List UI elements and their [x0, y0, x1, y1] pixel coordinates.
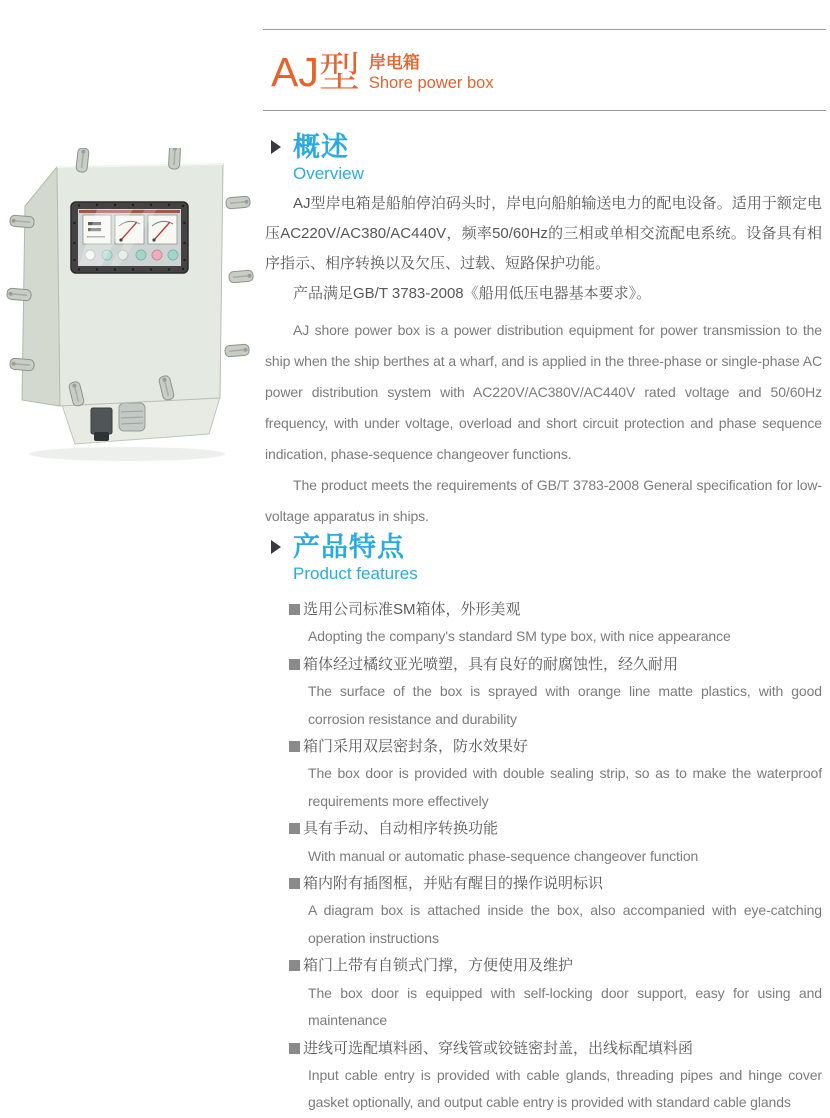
- feature-text-en: A diagram box is attached inside the box, also accompanied with eye-catching operation instructions: [308, 902, 822, 946]
- square-bullet-icon: [289, 878, 300, 889]
- feature-title-cn: [265, 870, 822, 897]
- square-bullet-icon: [289, 659, 300, 670]
- product-photo: [5, 148, 255, 468]
- features-section: [265, 531, 822, 1117]
- feature-text-en: Input cable entry is provided with cable glands, threading pipes and hinge cover gasket optionally, and output cable entry is provided with standard cable glands: [308, 1066, 822, 1111]
- feature-item: [265, 733, 822, 815]
- feature-text-en: Adopting the company's standard SM type box, with nice appearance: [308, 628, 731, 645]
- feature-list: [265, 596, 822, 1117]
- feature-title-cn: [265, 651, 822, 678]
- feature-title-cn-text: 选用公司标准SM箱体，外形美观: [303, 601, 521, 618]
- feature-item: [265, 815, 822, 870]
- feature-item: [265, 870, 822, 952]
- overview-paragraph-en: AJ shore power box is a power distribution equipment for power transmission to the ship when the ship berthes at a wharf, and is applied in the three-phase or single-phase AC power distribution system with AC220V/AC380V/AC440V rated voltage and 50/60Hz frequency, with under voltage, overload and short circuit protection and phase sequence indication, phase-sequence changeover functions.: [265, 322, 822, 462]
- feature-title-cn: [265, 952, 822, 979]
- feature-item: [265, 952, 822, 1034]
- square-bullet-icon: [289, 1043, 300, 1054]
- meter-window: [71, 202, 188, 273]
- feature-title-cn: [265, 815, 822, 842]
- feature-text-en: With manual or automatic phase-sequence changeover function: [308, 847, 699, 864]
- feature-title-cn-text: 箱内附有插图框，并贴有醒目的操作说明标识: [303, 875, 604, 893]
- square-bullet-icon: [289, 604, 300, 615]
- features-title-en: Product features: [293, 564, 418, 583]
- feature-item: [265, 1035, 822, 1117]
- overview-title-en: Overview: [293, 164, 364, 183]
- product-name-en: Shore power box: [368, 74, 494, 92]
- features-title-cn: 产品特点: [293, 532, 405, 562]
- feature-title-cn-text: 箱门上带有自锁式门撑，方便使用及维护: [303, 957, 574, 975]
- page-title: [271, 50, 494, 94]
- features-heading: [265, 531, 822, 585]
- feature-title-cn: [265, 1035, 822, 1062]
- photo-shadow: [29, 447, 225, 461]
- product-model: AJ型: [271, 49, 360, 95]
- feature-title-cn: [265, 733, 822, 760]
- feature-item: [265, 596, 822, 651]
- feature-title-cn-text: 进线可选配填料函、穿线管或铰链密封盖，出线标配填料函: [303, 1039, 694, 1057]
- feature-text-en: The box door is provided with double sealing strip, so as to make the waterproof requirements more effectively: [308, 765, 822, 809]
- feature-title-cn-text: 箱体经过橘纹亚光喷塑，具有良好的耐腐蚀性，经久耐用: [303, 655, 679, 673]
- square-bullet-icon: [289, 960, 300, 971]
- feature-title-cn: [265, 596, 822, 623]
- feature-text-en: The box door is equipped with self-locking door support, easy for using and maintenance: [308, 984, 822, 1029]
- overview-paragraph-cn: AJ型岸电箱是船舶停泊码头时，岸电向船舶输送电力的配电设备。适用于额定电压AC220V/AC380/AC440V，频率50/60Hz的三相或单相交流配电系统。设备具有相序指示、相序转换以及欠压、过载、短路保护功能。: [265, 195, 822, 272]
- right-triangle-icon: [271, 140, 281, 154]
- feature-text-en: The surface of the box is sprayed with orange line matte plastics, with good corrosion resistance and durability: [308, 683, 822, 727]
- right-triangle-icon: [271, 540, 281, 554]
- feature-item: [265, 651, 822, 733]
- overview-section: [265, 131, 822, 532]
- product-name-cn: 岸电箱: [368, 53, 420, 72]
- top-divider: [263, 29, 826, 30]
- overview-heading: [265, 131, 822, 185]
- feature-title-cn-text: 具有手动、自动相序转换功能: [303, 820, 499, 838]
- square-bullet-icon: [289, 823, 300, 834]
- overview-paragraph-cn: 产品满足GB/T 3783-2008《船用低压电器基本要求》。: [293, 285, 652, 302]
- feature-title-cn-text: 箱门采用双层密封条，防水效果好: [303, 738, 529, 756]
- overview-title-cn: 概述: [293, 132, 349, 162]
- overview-paragraph-en: The product meets the requirements of GB/T 3783-2008 General specification for low-voltage apparatus in ships.: [265, 477, 822, 524]
- square-bullet-icon: [289, 741, 300, 752]
- title-divider: [263, 110, 826, 111]
